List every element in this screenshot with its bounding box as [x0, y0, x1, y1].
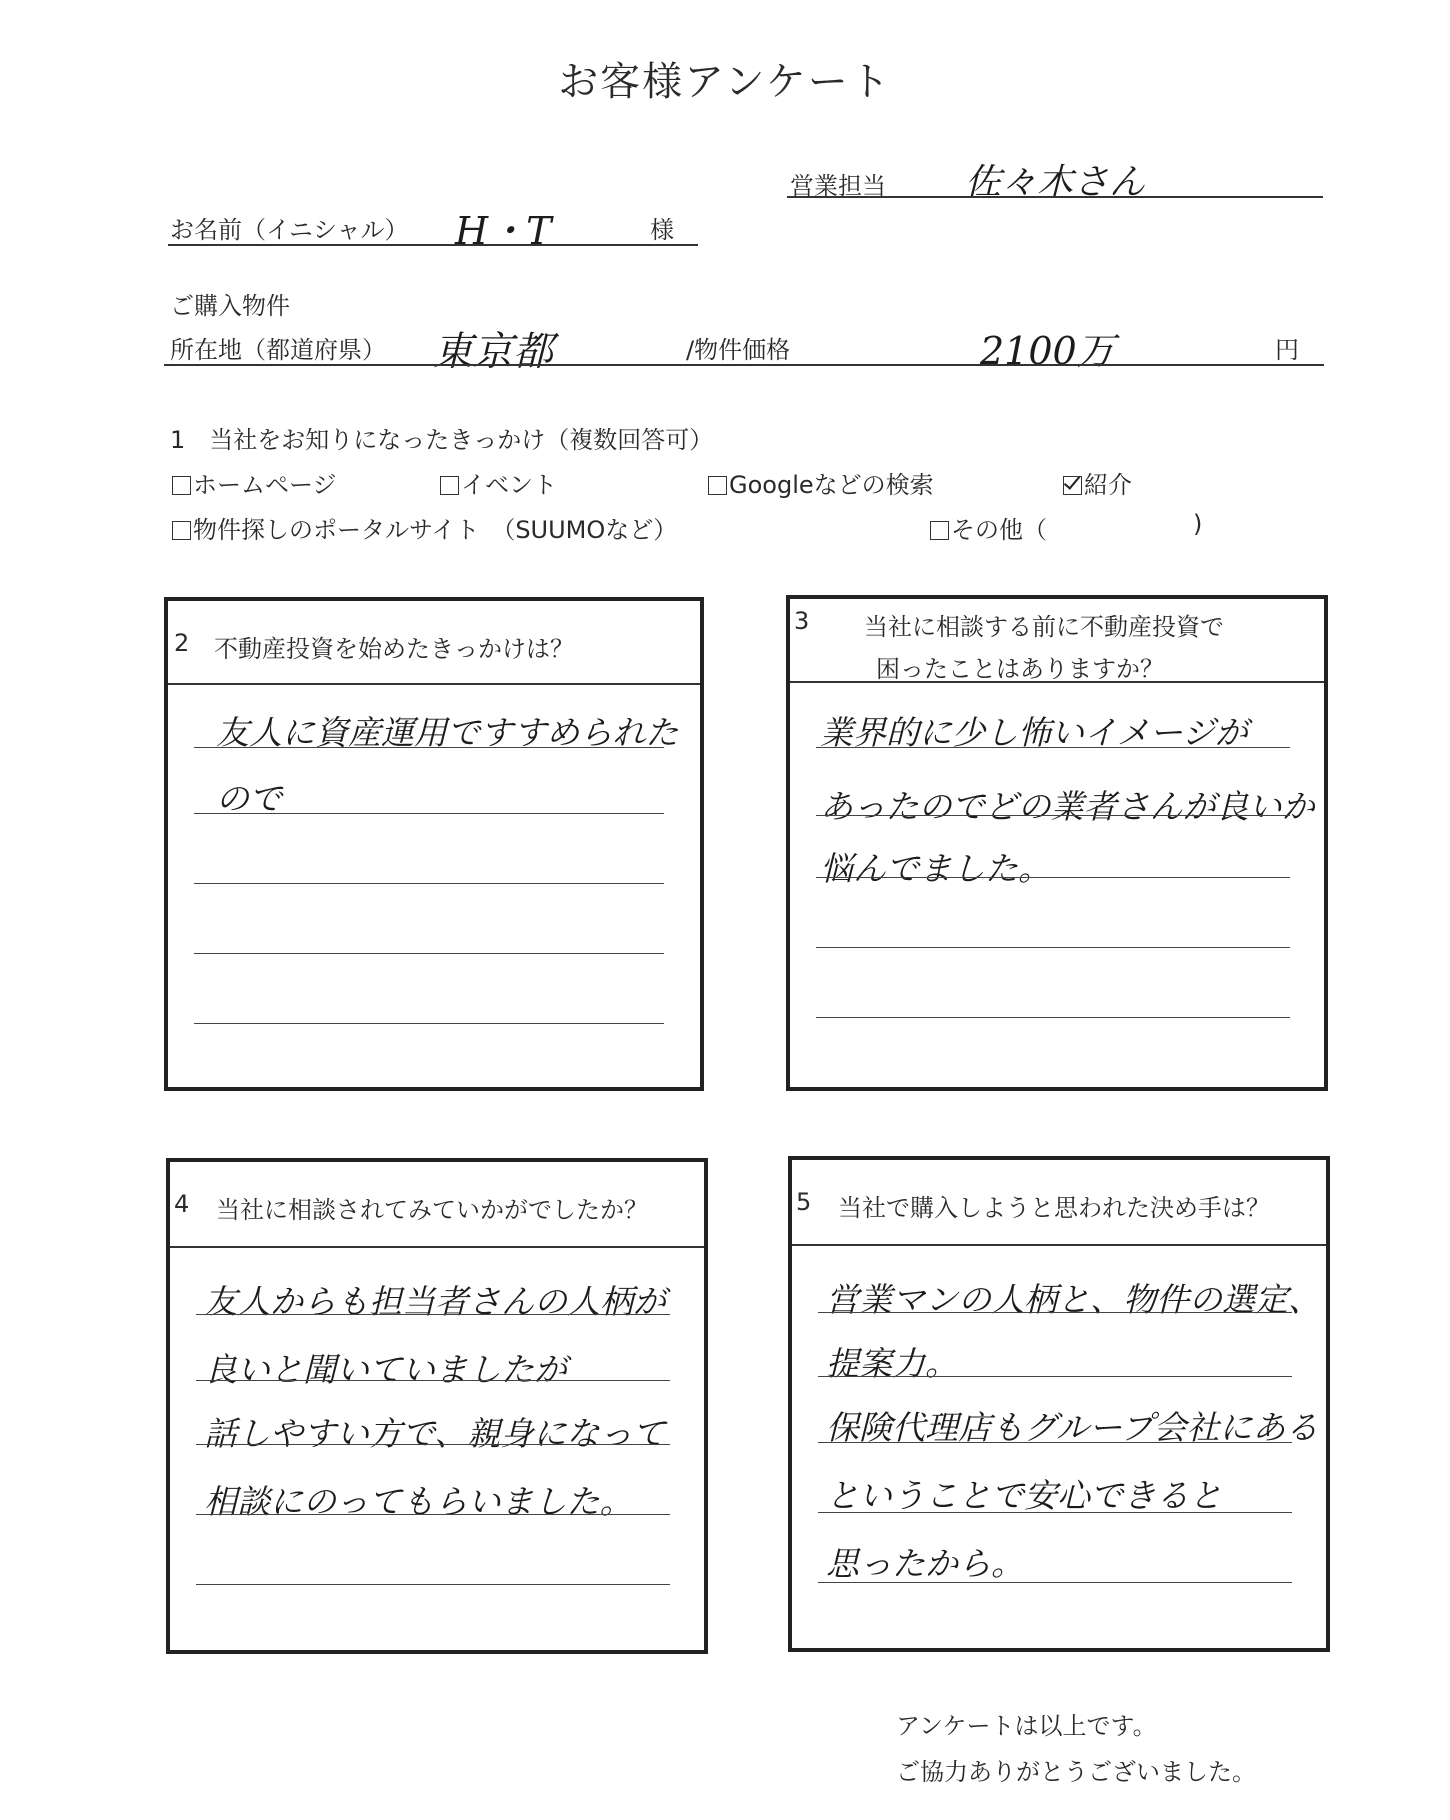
answer-5-line-3[interactable]: 保険代理店もグループ会社にある: [826, 1408, 1319, 1447]
answer-line: [196, 1584, 670, 1585]
question-5-text: 当社で購入しようと思われた決め手は？: [838, 1194, 1270, 1222]
question-box-3-header: [790, 599, 1324, 683]
answer-line: [194, 953, 664, 954]
option-portal-site[interactable]: [172, 510, 677, 545]
answer-line: [818, 1312, 1292, 1313]
answer-2-line-2[interactable]: ので: [216, 779, 282, 818]
answer-5-line-2[interactable]: 提案力。: [826, 1344, 958, 1383]
location-label: 所在地（都道府県）: [170, 336, 386, 364]
answer-3-line-1[interactable]: 業界的に少し怖いイメージが: [820, 713, 1249, 752]
option-google-search[interactable]: [708, 465, 934, 500]
answer-4-line-4[interactable]: 相談にのってもらいました。: [204, 1482, 633, 1521]
answer-line: [194, 813, 664, 814]
price-label: /物件価格: [686, 336, 791, 364]
answer-line: [196, 1380, 670, 1381]
footer-line-1: アンケートは以上です。: [896, 1712, 1157, 1740]
question-4-number: 4: [174, 1190, 190, 1218]
option-other-label: その他（: [951, 516, 1047, 544]
question-2-text: 不動産投資を始めたきっかけは？: [214, 635, 574, 663]
answer-line: [196, 1514, 670, 1515]
answer-5-line-1[interactable]: 営業マンの人柄と、物件の選定、: [826, 1280, 1321, 1319]
answer-line: [816, 877, 1290, 878]
question-3-number: 3: [794, 607, 810, 635]
sales-rep-label: 営業担当: [790, 172, 886, 200]
checkbox-referral[interactable]: [1063, 476, 1082, 495]
answer-line: [816, 1017, 1290, 1018]
answer-line: [818, 1376, 1292, 1377]
option-google-search-label: Googleなどの検索: [729, 471, 934, 499]
footer-line-2: ご協力ありがとうございました。: [896, 1758, 1256, 1786]
location-value[interactable]: 東京都: [433, 329, 553, 375]
answer-3-line-3[interactable]: 悩んでました。: [820, 849, 1051, 888]
question-box-2-header: [168, 601, 700, 685]
answer-line: [818, 1582, 1292, 1583]
option-homepage[interactable]: [172, 465, 337, 500]
question-box-3: [786, 595, 1328, 1091]
answer-line: [194, 883, 664, 884]
question-3-text-line-2: 困ったことはありますか？: [876, 655, 1164, 683]
name-value[interactable]: H・T: [455, 209, 552, 253]
answer-5-line-4[interactable]: ということで安心できると: [826, 1476, 1222, 1515]
sales-rep-underline: [787, 196, 1323, 198]
answer-2-line-1[interactable]: 友人に資産運用ですすめられた: [216, 713, 679, 752]
option-other[interactable]: [930, 510, 1047, 545]
option-homepage-label: ホームページ: [193, 471, 337, 499]
checkbox-homepage[interactable]: [172, 476, 191, 495]
answer-line: [194, 1023, 664, 1024]
answer-5-line-5[interactable]: 思ったから。: [826, 1544, 1024, 1583]
option-event[interactable]: [440, 465, 557, 500]
answer-4-line-2[interactable]: 良いと聞いていましたが: [204, 1350, 567, 1389]
property-underline: [164, 364, 1324, 366]
option-portal-site-label: 物件探しのポータルサイト （SUUMOなど）: [193, 516, 678, 544]
name-underline: [168, 244, 698, 246]
price-value[interactable]: 2100万: [980, 329, 1115, 373]
price-unit: 円: [1275, 336, 1299, 364]
answer-line: [194, 747, 664, 748]
answer-line: [818, 1442, 1292, 1443]
page-title: お客様アンケート: [558, 59, 892, 105]
checkbox-other[interactable]: [930, 521, 949, 540]
question-3-text-line-1: 当社に相談する前に不動産投資で: [864, 613, 1224, 641]
question-box-4-header: [170, 1162, 704, 1248]
checkbox-event[interactable]: [440, 476, 459, 495]
question-4-text: 当社に相談されてみていかがでしたか？: [216, 1196, 648, 1224]
option-event-label: イベント: [461, 471, 557, 499]
answer-3-line-2[interactable]: あったのでどの業者さんが良いか: [820, 787, 1315, 826]
question-box-2: [164, 597, 704, 1091]
answer-4-line-3[interactable]: 話しやすい方で、親身になって: [204, 1414, 666, 1453]
name-suffix: 様: [650, 216, 674, 244]
answer-line: [816, 747, 1290, 748]
answer-4-line-1[interactable]: 友人からも担当者さんの人柄が: [204, 1282, 666, 1321]
q1-label: 1 当社をお知りになったきっかけ（複数回答可）: [170, 426, 714, 454]
question-box-5-header: [792, 1160, 1326, 1246]
name-label: お名前（イニシャル）: [170, 216, 409, 244]
answer-line: [196, 1444, 670, 1445]
option-referral-label: 紹介: [1084, 471, 1132, 499]
answer-line: [818, 1512, 1292, 1513]
checkbox-portal-site[interactable]: [172, 521, 191, 540]
checkbox-google-search[interactable]: [708, 476, 727, 495]
question-box-4: [166, 1158, 708, 1654]
property-label: ご購入物件: [170, 292, 290, 320]
question-box-5: [788, 1156, 1330, 1652]
option-other-close: ): [1193, 510, 1203, 538]
answer-line: [816, 815, 1290, 816]
answer-line: [816, 947, 1290, 948]
option-referral[interactable]: [1063, 465, 1132, 500]
question-5-number: 5: [796, 1188, 812, 1216]
answer-line: [196, 1314, 670, 1315]
sales-rep-value[interactable]: 佐々木さん: [965, 162, 1146, 203]
question-2-number: 2: [174, 629, 190, 657]
